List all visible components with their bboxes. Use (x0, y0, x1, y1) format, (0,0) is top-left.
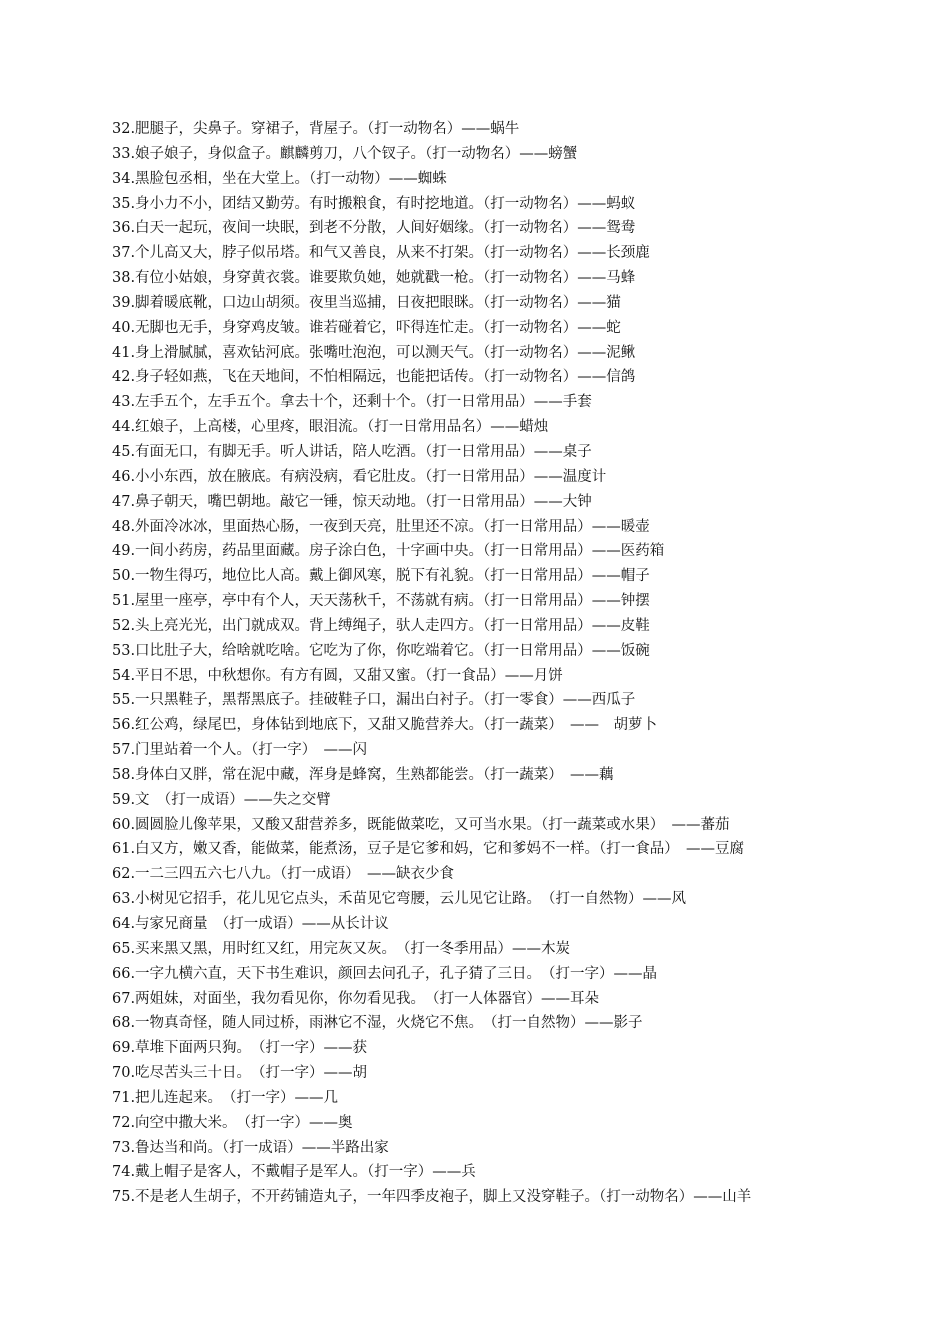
riddle-line: 54.平日不思，中秋想你。有方有圆，又甜又蜜。（打一食品）——月饼 (112, 667, 563, 684)
riddle-line: 75.不是老人生胡子，不开药铺造丸子，一年四季皮袍子，脚上又没穿鞋子。（打一动物名）——山羊 (112, 1189, 752, 1206)
riddle-line: 47.鼻子朝天，嘴巴朝地。敲它一锤，惊天动地。（打一日常用品）——大钟 (112, 493, 592, 510)
riddle-line: 41.身上滑腻腻，喜欢钻河底。张嘴吐泡泡，可以测天气。（打一动物名）——泥鳅 (112, 344, 636, 361)
riddle-line: 58.身体白又胖，常在泥中藏，浑身是蜂窝，生熟都能尝。（打一蔬菜） ——藕 (112, 766, 614, 783)
riddle-line: 60.圆圆脸儿像苹果，又酸又甜营养多，既能做菜吃，又可当水果。（打一蔬菜或水果） ——蕃茄 (112, 816, 730, 833)
riddle-line: 48.外面冷冰冰，里面热心肠，一夜到天亮，肚里还不凉。（打一日常用品）——暖壶 (112, 518, 650, 535)
riddle-line: 71.把儿连起来。 （打一字）——几 (112, 1089, 339, 1106)
riddle-line: 74.戴上帽子是客人，不戴帽子是军人。（打一字）——兵 (112, 1164, 476, 1181)
riddle-line: 61.白又方，嫩又香，能做菜，能煮汤，豆子是它爹和妈，它和爹妈不一样。（打一食品） ——豆腐 (112, 841, 745, 858)
riddle-line: 56.红公鸡，绿尾巴，身体钻到地底下，又甜又脆营养大。（打一蔬菜） —— 胡萝卜 (112, 717, 658, 734)
riddle-line: 68.一物真奇怪，随人同过桥，雨淋它不湿，火烧它不焦。 （打一自然物）——影子 (112, 1015, 643, 1032)
riddle-line: 36.白天一起玩，夜间一块眠，到老不分散，人间好姻缘。（打一动物名）——鸳鸯 (112, 220, 636, 237)
riddle-line: 59.文 （打一成语）——失之交臂 (112, 791, 331, 808)
riddle-line: 70.吃尽苦头三十日。 （打一字）——胡 (112, 1065, 368, 1082)
riddle-line: 62.一二三四五六七八九。（打一成语） ——缺衣少食 (112, 866, 455, 883)
riddle-line: 44.红娘子，上高楼，心里疼，眼泪流。（打一日常用品名）——蜡烛 (112, 419, 549, 436)
riddle-line: 65.买来黑又黑，用时红又红，用完灰又灰。 （打一冬季用品）——木炭 (112, 940, 571, 957)
riddle-line: 40.无脚也无手，身穿鸡皮皱。谁若碰着它，吓得连忙走。（打一动物名）——蛇 (112, 319, 621, 336)
riddle-line: 49.一间小药房，药品里面藏。房子涂白色，十字画中央。（打一日常用品）——医药箱 (112, 543, 665, 560)
riddle-line: 37.个儿高又大，脖子似吊塔。和气又善良，从来不打架。（打一动物名）——长颈鹿 (112, 245, 650, 262)
riddle-line: 53.口比肚子大，给啥就吃啥。它吃为了你，你吃端着它。（打一日常用品）——饭碗 (112, 642, 650, 659)
riddle-line: 46.小小东西，放在腋底。有病没病，看它肚皮。（打一日常用品）——温度计 (112, 468, 607, 485)
riddle-line: 51.屋里一座亭，亭中有个人，天天荡秋千，不荡就有病。（打一日常用品）——钟摆 (112, 593, 650, 610)
riddle-line: 72.向空中撒大米。 （打一字）——奥 (112, 1114, 353, 1131)
riddle-line: 38.有位小姑娘，身穿黄衣裳。谁要欺负她，她就戳一枪。（打一动物名）——马蜂 (112, 270, 636, 287)
riddle-line: 57.门里站着一个人。（打一字） ——闪 (112, 742, 368, 759)
riddle-line: 32.肥腿子，尖鼻子。穿裙子，背屋子。（打一动物名）——蜗牛 (112, 121, 520, 137)
riddle-line: 35.身小力不小，团结又勤劳。有时搬粮食，有时挖地道。（打一动物名）——蚂蚁 (112, 195, 636, 212)
riddle-line: 50.一物生得巧，地位比人高。戴上御风寒，脱下有礼貌。（打一日常用品）——帽子 (112, 568, 650, 585)
riddle-line: 69.草堆下面两只狗。 （打一字）——获 (112, 1040, 368, 1057)
riddle-line: 33.娘子娘子，身似盒子。麒麟剪刀，八个钗子。（打一动物名）——螃蟹 (112, 145, 578, 162)
riddle-line: 52.头上亮光光，出门就成双。背上缚绳子，驮人走四方。（打一日常用品）——皮鞋 (112, 617, 650, 634)
riddle-list (112, 117, 902, 1210)
riddle-line: 66.一字九横六直，天下书生难识，颜回去问孔子，孔子猜了三日。 （打一字）——晶 (112, 965, 658, 982)
riddle-line: 34.黑脸包丞相，坐在大堂上。（打一动物）——蜘蛛 (112, 170, 447, 187)
riddle-line: 42.身子轻如燕，飞在天地间，不怕相隔远，也能把话传。（打一动物名）——信鸽 (112, 369, 636, 386)
riddle-line: 63.小树见它招手，花儿见它点头，禾苗见它弯腰，云儿见它让路。 （打一自然物）——风 (112, 891, 687, 908)
riddle-line: 64.与家兄商量 （打一成语）——从长计议 (112, 916, 389, 932)
riddle-line: 73.鲁达当和尚。（打一成语）——半路出家 (112, 1139, 389, 1156)
riddle-line: 67.两姐妹，对面坐，我勿看见你，你勿看见我。 （打一人体器官）——耳朵 (112, 990, 600, 1007)
riddle-line: 43.左手五个，左手五个。拿去十个，还剩十个。（打一日常用品）——手套 (112, 394, 592, 411)
riddle-line: 39.脚着暖底靴，口边山胡须。夜里当巡捕，日夜把眼眯。（打一动物名）——猫 (112, 294, 621, 311)
riddle-line: 45.有面无口，有脚无手。听人讲话，陪人吃酒。（打一日常用品）——桌子 (112, 443, 592, 460)
riddle-line: 55.一只黑鞋子，黑帮黑底子。挂破鞋子口，漏出白衬子。（打一零食）——西瓜子 (112, 692, 636, 709)
